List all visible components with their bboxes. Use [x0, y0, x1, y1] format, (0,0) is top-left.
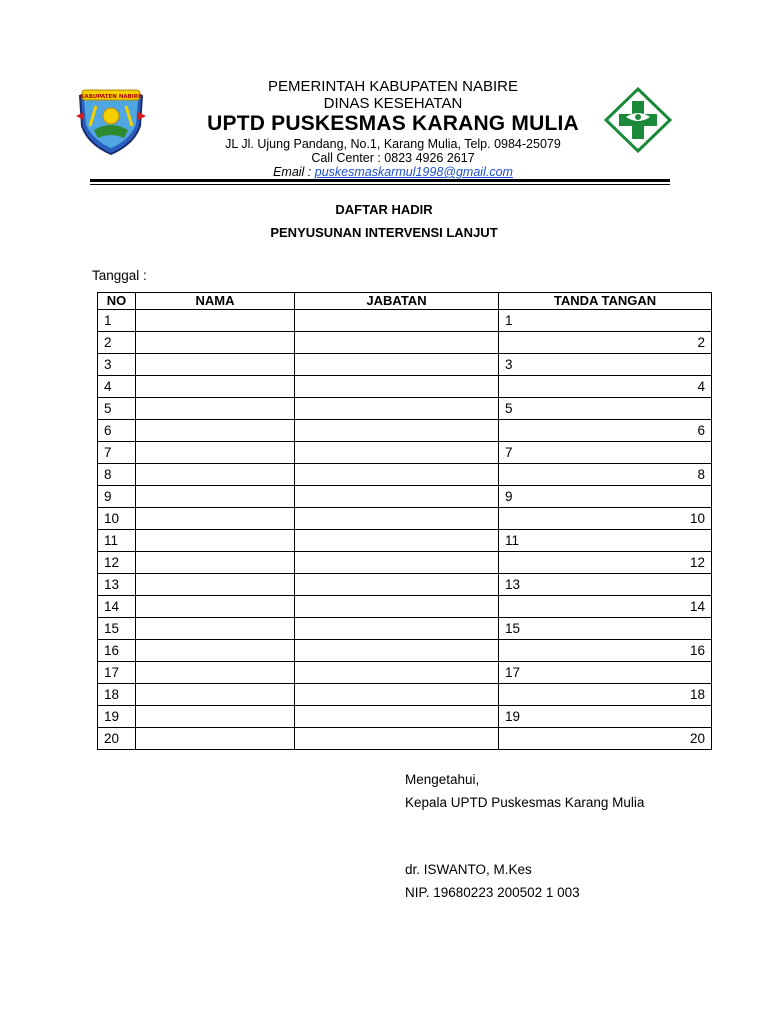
- row-number: 13: [98, 574, 136, 596]
- row-nama-cell: [136, 618, 295, 640]
- row-number: 11: [98, 530, 136, 552]
- row-nama-cell: [136, 530, 295, 552]
- table-row: [98, 508, 712, 530]
- row-number: 17: [98, 662, 136, 684]
- row-number: 18: [98, 684, 136, 706]
- row-number: 4: [98, 376, 136, 398]
- table-row: [98, 684, 712, 706]
- row-nama-cell: [136, 662, 295, 684]
- row-jabatan-cell: [295, 398, 499, 420]
- row-jabatan-cell: [295, 640, 499, 662]
- row-nama-cell: [136, 640, 295, 662]
- letterhead-government: PEMERINTAH KABUPATEN NABIRE: [267, 78, 519, 95]
- table-row: [98, 574, 712, 596]
- table-row: [98, 662, 712, 684]
- row-nama-cell: [136, 398, 295, 420]
- row-jabatan-cell: [295, 552, 499, 574]
- row-jabatan-cell: [295, 376, 499, 398]
- row-number: 3: [98, 354, 136, 376]
- signature-nip: NIP. 19680223 200502 1 003: [405, 885, 580, 900]
- table-row: [98, 376, 712, 398]
- row-signature-cell: 15: [499, 618, 712, 640]
- row-nama-cell: [136, 464, 295, 486]
- row-number: 8: [98, 464, 136, 486]
- table-row: [98, 310, 712, 332]
- row-nama-cell: [136, 442, 295, 464]
- row-number: 10: [98, 508, 136, 530]
- row-jabatan-cell: [295, 354, 499, 376]
- kabupaten-nabire-crest-icon: [74, 86, 148, 156]
- table-row: [98, 596, 712, 618]
- row-jabatan-cell: [295, 706, 499, 728]
- header-nama: NAMA: [136, 293, 295, 310]
- row-nama-cell: [136, 354, 295, 376]
- row-signature-cell: 13: [499, 574, 712, 596]
- date-label: Tanggal :: [92, 268, 147, 283]
- row-number: 12: [98, 552, 136, 574]
- table-row: [98, 398, 712, 420]
- table-row: [98, 354, 712, 376]
- letterhead-divider-thick: [90, 179, 670, 182]
- row-nama-cell: [136, 420, 295, 442]
- row-jabatan-cell: [295, 662, 499, 684]
- table-row: [98, 552, 712, 574]
- row-signature-cell: 10: [499, 508, 712, 530]
- letterhead-address: JL Jl. Ujung Pandang, No.1, Karang Mulia, Telp. 0984-25079: [225, 137, 561, 151]
- row-nama-cell: [136, 310, 295, 332]
- row-nama-cell: [136, 552, 295, 574]
- row-jabatan-cell: [295, 530, 499, 552]
- row-signature-cell: 17: [499, 662, 712, 684]
- row-number: 9: [98, 486, 136, 508]
- signature-position: Kepala UPTD Puskesmas Karang Mulia: [405, 795, 645, 810]
- row-jabatan-cell: [295, 420, 499, 442]
- row-signature-cell: 12: [499, 552, 712, 574]
- row-signature-cell: 7: [499, 442, 712, 464]
- row-jabatan-cell: [295, 464, 499, 486]
- signature-name: dr. ISWANTO, M.Kes: [405, 862, 532, 877]
- row-signature-cell: 1: [499, 310, 712, 332]
- email-link[interactable]: puskesmaskarmul1998@gmail.com: [314, 165, 513, 179]
- row-nama-cell: [136, 684, 295, 706]
- table-row: [98, 640, 712, 662]
- row-number: 2: [98, 332, 136, 354]
- row-signature-cell: 6: [499, 420, 712, 442]
- table-row: [98, 464, 712, 486]
- row-jabatan-cell: [295, 684, 499, 706]
- row-nama-cell: [136, 706, 295, 728]
- row-signature-cell: 16: [499, 640, 712, 662]
- header-jabatan: JABATAN: [295, 293, 499, 310]
- row-signature-cell: 9: [499, 486, 712, 508]
- row-nama-cell: [136, 486, 295, 508]
- row-number: 7: [98, 442, 136, 464]
- row-number: 15: [98, 618, 136, 640]
- table-row: [98, 486, 712, 508]
- table-row: [98, 706, 712, 728]
- row-signature-cell: 20: [499, 728, 712, 750]
- email-label: Email :: [273, 165, 315, 179]
- row-jabatan-cell: [295, 310, 499, 332]
- row-number: 14: [98, 596, 136, 618]
- row-number: 16: [98, 640, 136, 662]
- row-jabatan-cell: [295, 596, 499, 618]
- row-jabatan-cell: [295, 508, 499, 530]
- table-row: [98, 332, 712, 354]
- row-signature-cell: 5: [499, 398, 712, 420]
- row-jabatan-cell: [295, 332, 499, 354]
- letterhead-institution: UPTD PUSKESMAS KARANG MULIA: [207, 112, 579, 135]
- row-signature-cell: 3: [499, 354, 712, 376]
- row-jabatan-cell: [295, 486, 499, 508]
- row-number: 5: [98, 398, 136, 420]
- document-title: DAFTAR HADIR: [335, 202, 433, 217]
- row-signature-cell: 2: [499, 332, 712, 354]
- signature-acknowledged: Mengetahui,: [405, 772, 480, 787]
- table-row: [98, 728, 712, 750]
- row-nama-cell: [136, 728, 295, 750]
- letterhead-divider-thin: [90, 184, 670, 185]
- row-number: 1: [98, 310, 136, 332]
- row-number: 19: [98, 706, 136, 728]
- row-jabatan-cell: [295, 574, 499, 596]
- letterhead-email: [150, 165, 636, 179]
- row-number: 20: [98, 728, 136, 750]
- header-no: NO: [98, 293, 136, 310]
- table-row: [98, 420, 712, 442]
- row-signature-cell: 14: [499, 596, 712, 618]
- crest-banner-text: KABUPATEN NABIRE: [80, 94, 142, 100]
- row-signature-cell: 18: [499, 684, 712, 706]
- row-nama-cell: [136, 574, 295, 596]
- row-signature-cell: 4: [499, 376, 712, 398]
- table-row: [98, 530, 712, 552]
- document-subtitle: PENYUSUNAN INTERVENSI LANJUT: [270, 225, 498, 240]
- row-signature-cell: 19: [499, 706, 712, 728]
- row-jabatan-cell: [295, 728, 499, 750]
- letterhead-agency: DINAS KESEHATAN: [323, 95, 463, 112]
- row-signature-cell: 11: [499, 530, 712, 552]
- attendance-table: [97, 292, 712, 750]
- table-row: [98, 442, 712, 464]
- row-nama-cell: [136, 508, 295, 530]
- row-number: 6: [98, 420, 136, 442]
- row-jabatan-cell: [295, 618, 499, 640]
- row-jabatan-cell: [295, 442, 499, 464]
- row-nama-cell: [136, 596, 295, 618]
- letterhead-call-center: Call Center : 0823 4926 2617: [311, 151, 475, 165]
- row-signature-cell: 8: [499, 464, 712, 486]
- row-nama-cell: [136, 376, 295, 398]
- table-header-row: [98, 293, 712, 310]
- header-tanda-tangan: TANDA TANGAN: [499, 293, 712, 310]
- table-row: [98, 618, 712, 640]
- row-nama-cell: [136, 332, 295, 354]
